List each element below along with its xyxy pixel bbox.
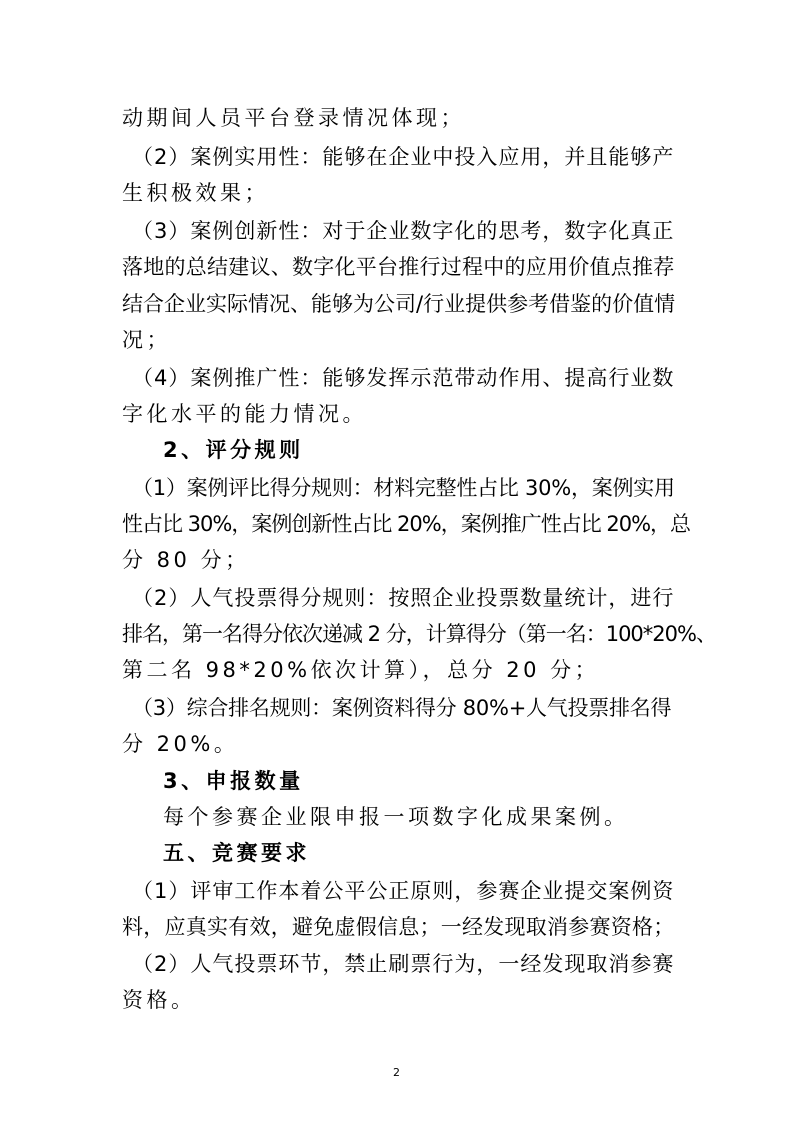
body-text-line: （2）案例实用性：能够在企业中投入应用，并且能够产 [132, 145, 675, 169]
body-text-line: （3）案例创新性：对于企业数字化的思考，数字化真正 [132, 219, 675, 243]
body-text-line: 字化水平的能力情况。 [122, 402, 367, 426]
body-text-line: 性占比 30%，案例创新性占比 20%，案例推广性占比 20%，总 [122, 512, 691, 536]
body-text-line: 分 80 分； [122, 548, 250, 572]
body-text-line: 分 20%。 [122, 732, 239, 756]
body-text-line: 排名，第一名得分依次递减 2 分，计算得分（第一名：100*20%、 [122, 622, 716, 646]
body-text-line: 第二名 98*20%依次计算），总分 20 分； [122, 658, 600, 682]
body-text-line: 每个参赛企业限申报一项数字化成果案例。 [163, 805, 629, 829]
section-heading: 五、竞赛要求 [163, 841, 310, 865]
body-text-line: （2）人气投票环节，禁止刷票行为，一经发现取消参赛 [132, 952, 675, 976]
body-text-line: 动期间人员平台登录情况体现； [122, 106, 465, 130]
section-heading: 2、评分规则 [163, 438, 304, 462]
page-number: 2 [393, 1066, 400, 1079]
section-heading: 3、申报数量 [163, 769, 304, 793]
body-text-line: 落地的总结建议、数字化平台推行过程中的应用价值点推荐 [122, 255, 675, 279]
body-text-line: 况； [122, 328, 171, 352]
body-text-line: （1）评审工作本着公平公正原则，参赛企业提交案例资 [132, 879, 675, 903]
body-text-line: （2）人气投票得分规则：按照企业投票数量统计，进行 [132, 586, 675, 610]
body-text-line: （3）综合排名规则：案例资料得分 80%+人气投票排名得 [132, 696, 672, 720]
body-text-line: 生积极效果； [122, 181, 269, 205]
body-text-line: 资格。 [122, 988, 196, 1012]
body-text-line: 结合企业实际情况、能够为公司/行业提供参考借鉴的价值情 [122, 292, 676, 316]
body-text-line: （4）案例推广性：能够发挥示范带动作用、提高行业数 [132, 366, 675, 390]
body-text-line: 料，应真实有效，避免虚假信息；一经发现取消参赛资格； [122, 915, 675, 939]
body-text-line: （1）案例评比得分规则：材料完整性占比 30%，案例实用 [132, 476, 675, 500]
